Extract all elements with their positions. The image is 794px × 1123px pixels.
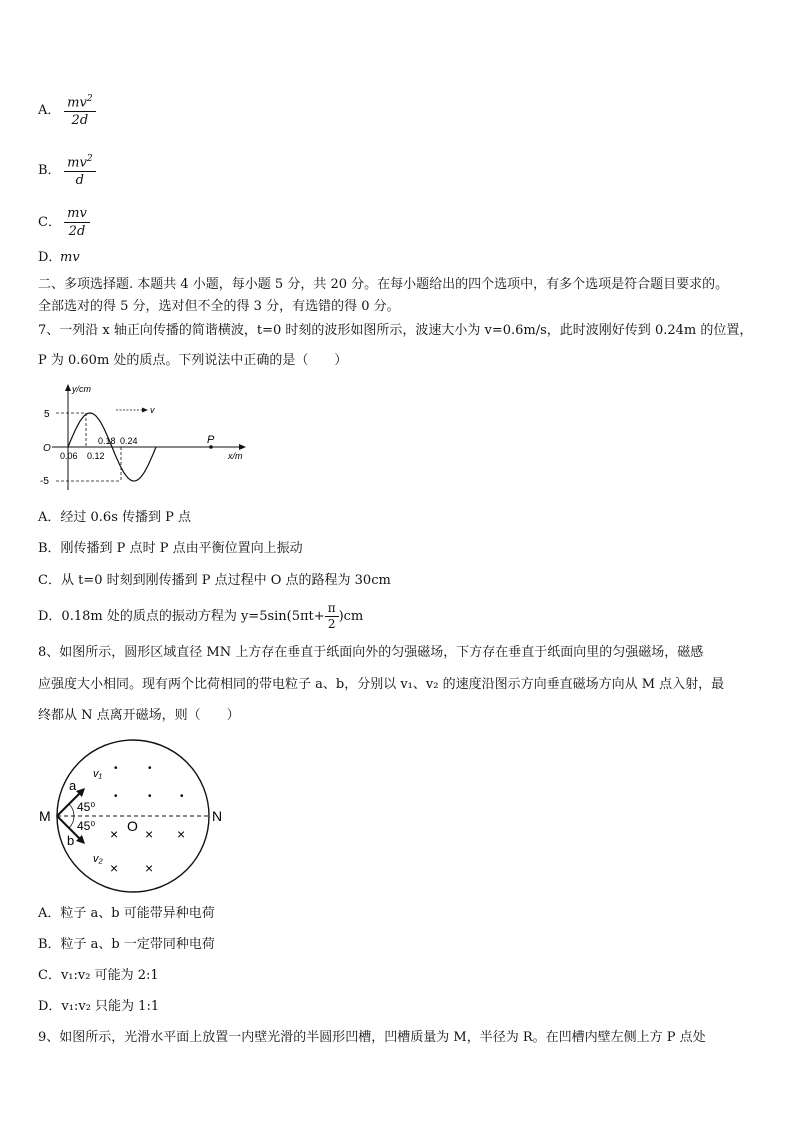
v1-label: v₁ — [93, 768, 102, 780]
q8-option-d: D．v₁:v₂ 只能为 1:1 — [38, 999, 160, 1014]
x-tick-018: 0.18 — [98, 436, 116, 446]
magnetic-field-figure — [35, 733, 235, 903]
y-tick-5: 5 — [44, 409, 50, 420]
denominator: 2d — [68, 224, 86, 239]
section-heading-line1: 二、多项选择题. 本题共 4 小题，每小题 5 分，共 20 分。在每小题给出的四个选项中，有多个选项是符合题目要求的。 — [38, 277, 729, 292]
field-dot: • — [114, 791, 118, 802]
q7-option-a: A．经过 0.6s 传播到 P 点 — [38, 510, 192, 525]
x-tick-024: 0.24 — [120, 436, 138, 446]
q6-option-c — [38, 206, 90, 239]
fraction — [64, 152, 95, 188]
exponent: 2 — [86, 94, 93, 104]
point-n-label: N — [212, 808, 223, 824]
option-text: )cm — [338, 609, 364, 624]
denominator: 2 — [327, 617, 336, 631]
denominator: d — [75, 173, 84, 189]
option-label: A． — [38, 102, 61, 118]
field-cross: × — [145, 826, 154, 842]
q7-option-d — [38, 602, 363, 631]
fraction — [64, 206, 90, 239]
q8-stem-line2: 应强度大小相同。现有两个比荷相同的带电粒子 a、b，分别以 v₁、v₂ 的速度沿图示方向垂直磁场方向从 M 点入射，最 — [38, 677, 725, 692]
field-dot: • — [114, 763, 118, 774]
point-m-label: M — [39, 808, 51, 824]
numerator: π — [325, 602, 339, 617]
numerator: mv — [64, 206, 90, 223]
wave-graph — [32, 380, 262, 495]
option-label: B． — [38, 162, 61, 178]
x-tick-006: 0.06 — [60, 451, 78, 461]
y-axis-arrow — [65, 384, 71, 391]
exponent: 2 — [86, 154, 93, 164]
angle-top-label: 45⁰ — [77, 800, 96, 814]
field-cross: × — [110, 826, 119, 842]
q7-option-b: B．刚传播到 P 点时 P 点由平衡位置向上振动 — [38, 541, 303, 556]
q9-stem-line1: 9、如图所示，光滑水平面上放置一内壁光滑的半圆形凹槽，凹槽质量为 M，半径为 R。在凹槽内壁左侧上方 P 点处 — [38, 1030, 706, 1045]
particle-b-label: b — [67, 833, 75, 848]
field-cross: × — [145, 860, 154, 876]
fraction — [64, 92, 95, 128]
center-o-label: O — [127, 818, 138, 834]
field-dot: • — [148, 763, 152, 774]
p-label: P — [207, 434, 215, 446]
option-text: D．0.18m 处的质点的振动方程为 y=5sin(5πt+ — [38, 609, 325, 624]
q7-stem-line2: P 为 0.60m 处的质点。下列说法中正确的是（ ） — [38, 353, 348, 368]
x-axis-label: x/m — [228, 451, 243, 461]
option-label: C． — [38, 215, 61, 230]
origin-label: O — [43, 443, 51, 454]
q7-option-c: C．从 t=0 时刻到刚传播到 P 点过程中 O 点的路程为 30cm — [38, 573, 391, 588]
angle-bottom-label: 45⁰ — [77, 819, 96, 833]
option-label: D． — [38, 250, 62, 265]
q8-option-a: A．粒子 a、b 可能带异种电荷 — [38, 906, 215, 921]
q8-stem-line1: 8、如图所示，圆形区域直径 MN 上方存在垂直于纸面向外的匀强磁场，下方存在垂直于纸面向里的匀强磁场，磁感 — [38, 645, 704, 660]
option-text: mv — [60, 250, 80, 265]
particle-a-label: a — [69, 778, 77, 793]
y-axis-label: y/cm — [72, 384, 91, 394]
q8-stem-line3: 终都从 N 点离开磁场，则（ ） — [38, 708, 240, 723]
denominator: 2d — [71, 113, 89, 129]
q7-stem-line1: 7、一列沿 x 轴正向传播的简谐横波，t=0 时刻的波形如图所示，波速大小为 v=0.6m/s，此时波刚好传到 0.24m 的位置， — [38, 323, 753, 338]
velocity-label: v — [150, 405, 155, 415]
v2-label: v₂ — [93, 853, 103, 865]
field-dot: • — [148, 791, 152, 802]
section-heading-line2: 全部选对的得 5 分，选对但不全的得 3 分，有选错的得 0 分。 — [38, 299, 400, 314]
numerator: mv — [67, 155, 87, 171]
q8-option-b: B．粒子 a、b 一定带同种电荷 — [38, 937, 215, 952]
q8-option-c: C．v₁:v₂ 可能为 2:1 — [38, 968, 159, 983]
q6-option-a — [38, 92, 96, 128]
numerator: mv — [67, 95, 87, 111]
fraction — [325, 602, 339, 631]
y-tick-neg5: -5 — [40, 476, 49, 487]
field-dot: • — [180, 791, 184, 802]
angle-arc-top — [69, 804, 74, 816]
angle-arc-bottom — [69, 816, 74, 828]
x-tick-012: 0.12 — [87, 451, 105, 461]
velocity-arrowhead — [142, 408, 148, 413]
q6-option-b — [38, 152, 96, 188]
field-cross: × — [110, 860, 119, 876]
field-cross: × — [177, 826, 186, 842]
x-axis-arrow — [239, 444, 246, 450]
q6-option-d — [38, 250, 80, 266]
